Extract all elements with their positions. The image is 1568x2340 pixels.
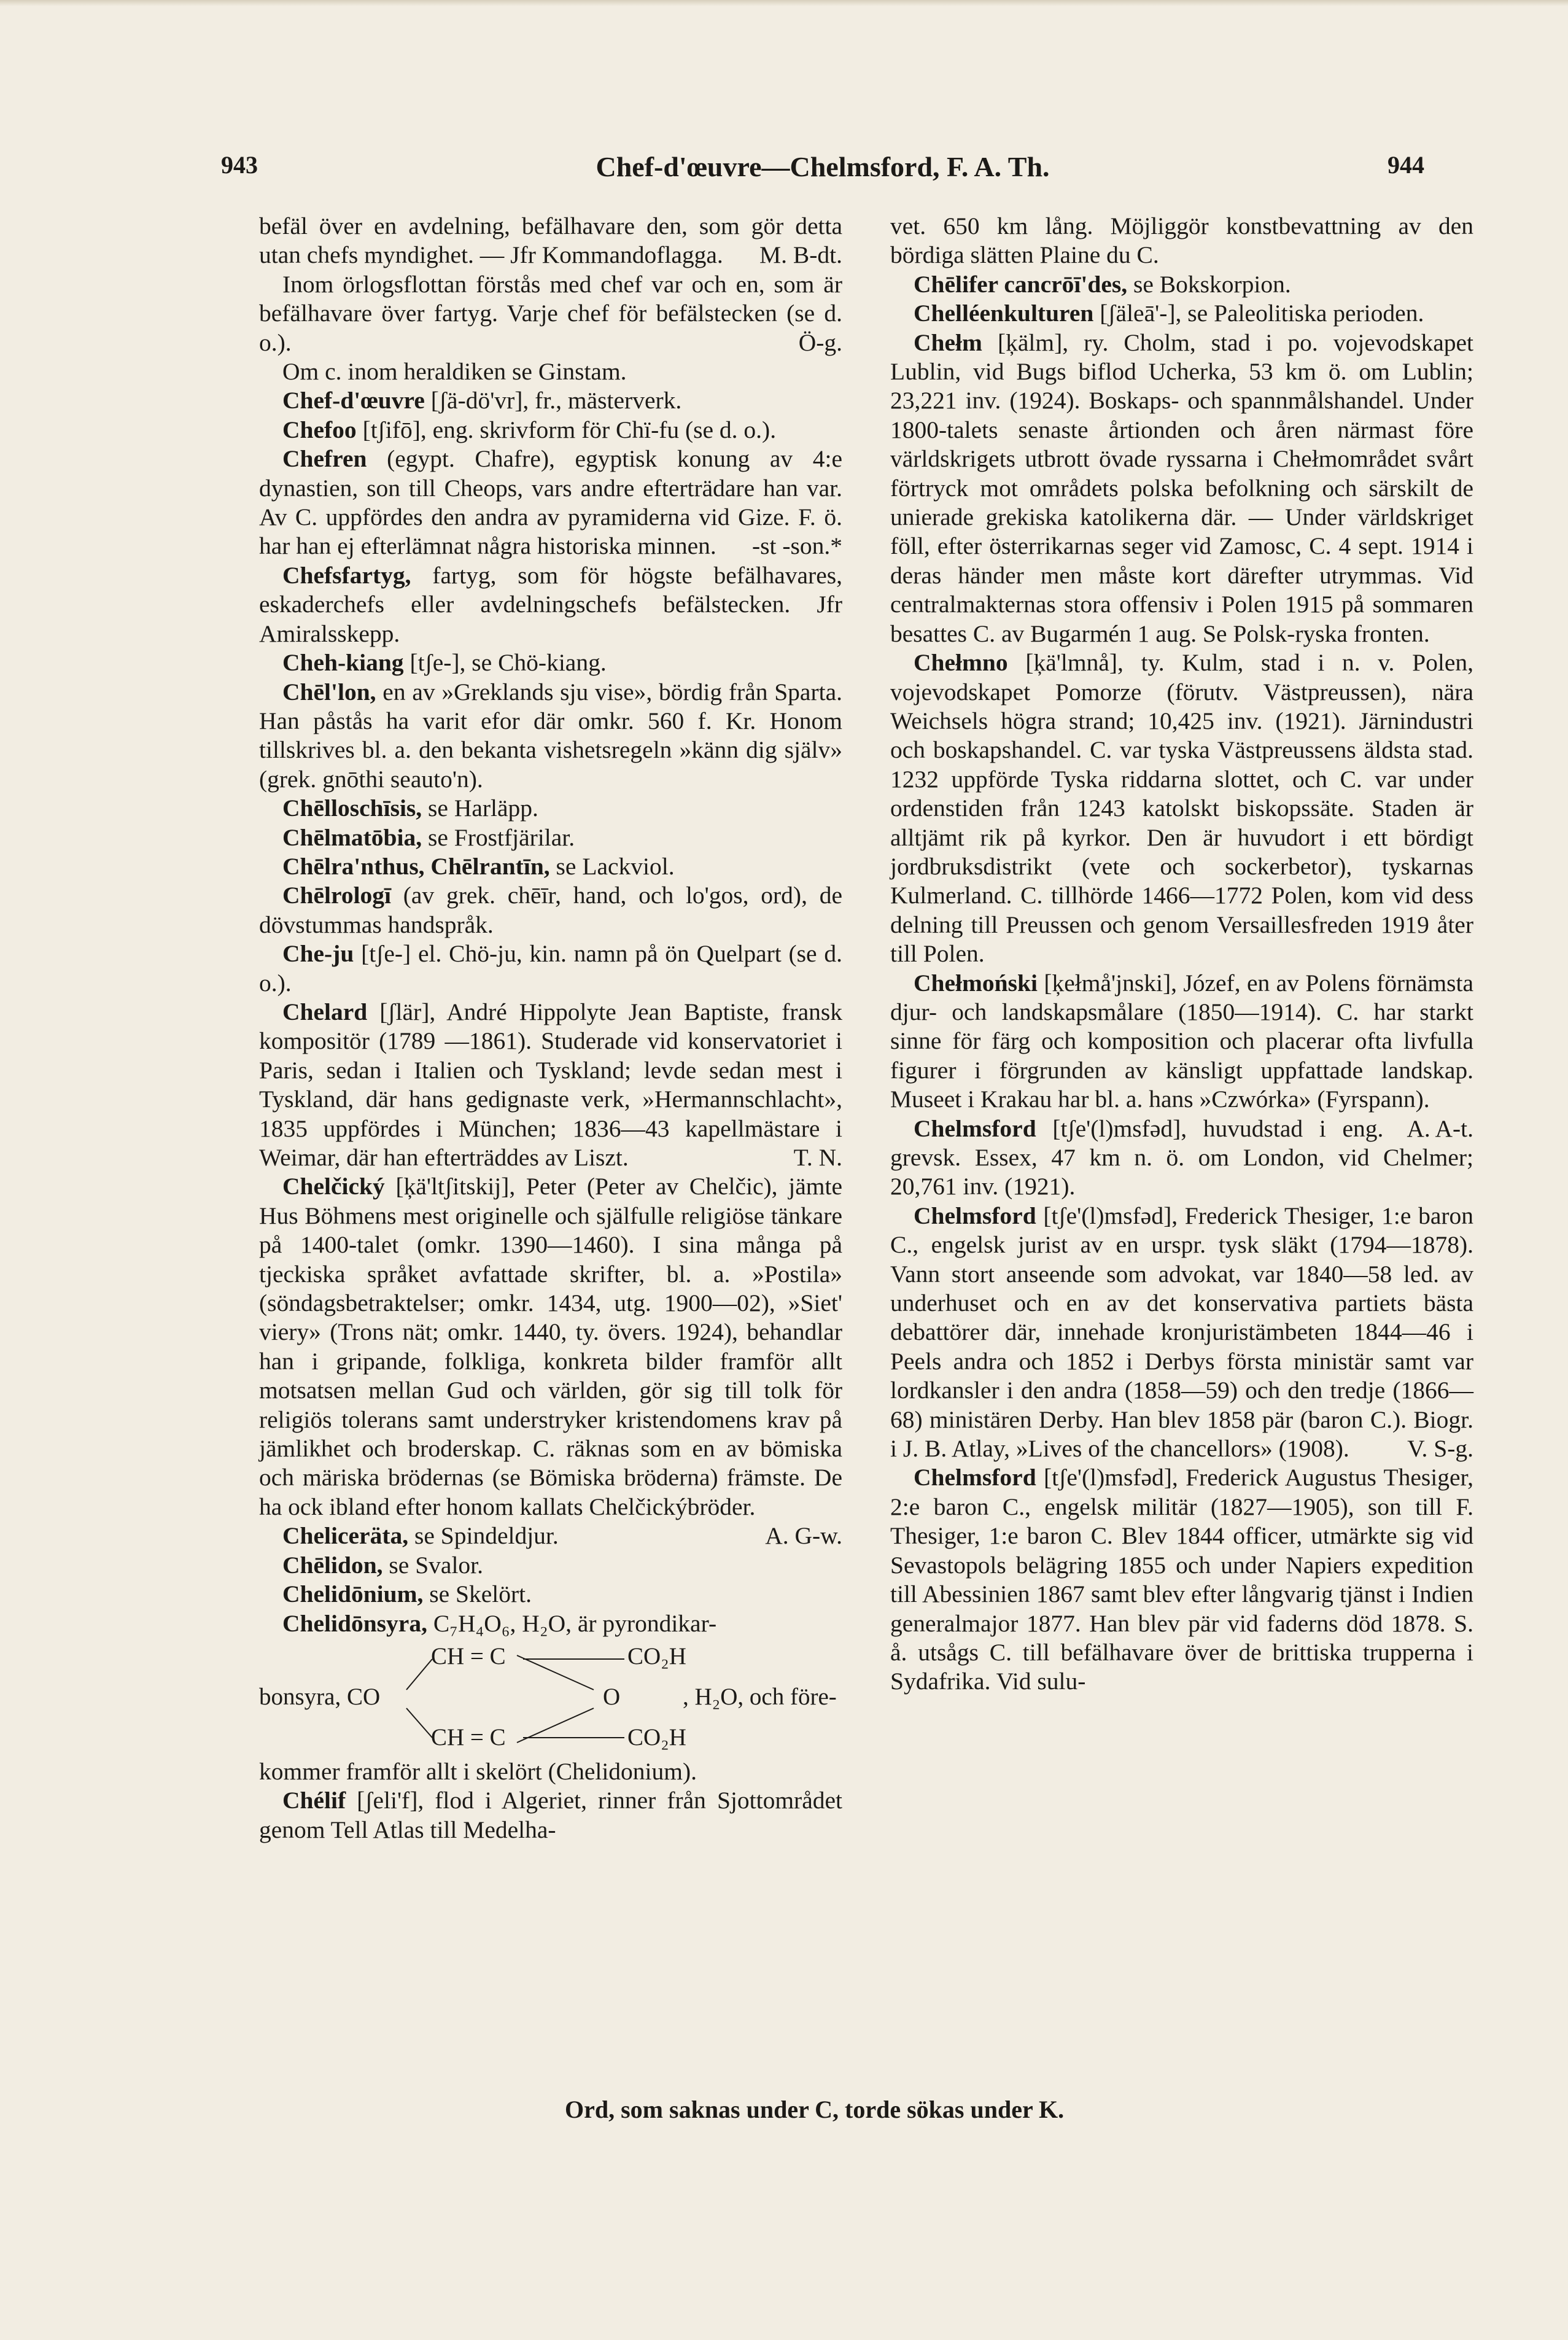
dictionary-entry bbox=[259, 445, 842, 561]
entry-text: [tʃe-] el. Chö-ju, kin. namn på ön Quelpart (se d. o.). bbox=[259, 940, 842, 997]
dictionary-entry bbox=[259, 357, 842, 386]
entry-text: [ʃlär], André Hippolyte Jean Baptiste, fransk kompositör (1789 —1861). Studerade vid konservatoriet i Paris, sedan i Italien och Tyskland; levde sedan mest i Tyskland, där hans gedignaste verk, »Hermannschlacht», 1835 uppfördes i München; 1836—43 kapellmästare i Weimar, där han efterträddes av Liszt. bbox=[259, 998, 842, 1171]
entry-headword: Chelmsford bbox=[914, 1114, 1036, 1142]
entry-text: [tʃe'(l)msfəd], Frederick Thesiger, 1:e baron C., engelsk jurist av en urspr. tysk släkt (1794—1878). Vann stort anseende som advokat, var 1840—58 led. av underhuset och en av det konservativa partiets bästa debattörer där, innehade kronjuristämbeten 1844—46 i Peels andra och 1852 i Derbys första ministär samt var lordkansler i den andra (1858—59) och den tredje (1866—68) ministären Derby. Han blev 1858 pär (baron C.). Biogr. i J. B. Atlay, »Lives of the chancellors» (1908). bbox=[890, 1202, 1474, 1463]
entry-text: [tʃe'(l)msfəd], Frederick Augustus Thesiger, 2:e baron C., engelsk militär (1827—1905), son till F. Thesiger, 1:e baron C. Blev 1844 officer, utmärkte sig vid Sevastopols belägring 1855 och under Napiers expedition till Abessinien 1867 samt blev efter långvarig tjänst i Indien generalmajor 1877. Han blev pär vid faderns död 1878. S. å. utsågs C. till befälhavare över de brittiska trupperna i Sydafrika. Vid sulu- bbox=[890, 1464, 1473, 1695]
entry-text: se Lackviol. bbox=[556, 852, 675, 880]
entry-headword: Chefren bbox=[282, 445, 367, 473]
entry-headword: Chēlrologī bbox=[282, 882, 392, 909]
left-column bbox=[259, 212, 842, 1844]
entry-text: [ʃä-dö'vr], fr., mästerverk. bbox=[430, 387, 682, 414]
entry-text: (egypt. Chafre), egyptisk konung av 4:e dynastien, son till Cheops, vars andre efterträdare han var. Av C. uppfördes den andra av pyramiderna vid Gize. F. ö. har han ej efterlämnat några historiska minnen. bbox=[259, 445, 842, 560]
entry-text: [ķä'ltʃitskij], Peter (Peter av Chelčic), jämte Hus Böhmens mest originelle och själfulle religiöse tänkare på 1400-talet (omkr. 1390—1460). I sina många på tjeckiska språket avfattade skrifter, bl. a. »Postila» (söndagsbetraktelser; omkr. 1434, utg. 1900—02), »Siet' viery» (Trons nät; omkr. 1440, ty. övers. 1924), behandlar han i gripande, folkliga, konkreta bilder framför allt motsatsen mellan Gud och världen, gör sig till tolk för religiös tolerans samt understryker kristendomens krav på jämlikhet och broderskap. C. räknas som en av bömiska och märiska brödernas (se Bömiska bröderna) främste. De ha ock ibland efter honom kallats Chelčickýbröder. bbox=[259, 1173, 842, 1520]
dictionary-entry bbox=[259, 1757, 842, 1786]
entry-text: vet. 650 km lång. Möjliggör konstbevattning av den bördiga slätten Plaine du C. bbox=[890, 212, 1473, 269]
entry-headword: Chełmoński bbox=[914, 969, 1038, 997]
dictionary-entry bbox=[259, 998, 842, 1172]
dictionary-entry bbox=[259, 386, 842, 415]
entry-headword: Chelidōnsyra, bbox=[282, 1609, 427, 1637]
author-signature: -st -son.* bbox=[751, 532, 842, 560]
dictionary-entry bbox=[259, 939, 842, 998]
dictionary-entry bbox=[259, 1786, 842, 1844]
author-signature: Ö-g. bbox=[798, 328, 842, 356]
page-number-left: 943 bbox=[221, 151, 258, 179]
formula-top-left: CH = C bbox=[431, 1642, 506, 1669]
entry-text: [tʃe'(l)msfəd], huvudstad i eng. grevsk. Essex, 47 km n. ö. om London, vid Chelmer; 20,761 inv. (1921). bbox=[890, 1114, 1473, 1200]
entry-text: [ķełmå'jnski], Józef, en av Polens förnämsta djur- och landskapsmålare (1850—1914). C. har starkt sinne för färg och komposition och placerar ofta livfulla figurer i förgrunden av känsligt uppfattade landskap. Museet i Krakau har bl. a. hans »Czwórka» (Fyrspann). bbox=[890, 969, 1474, 1113]
entry-text: [ķä'lmnå], ty. Kulm, stad i n. v. Polen, vojevodskapet Pomorze (förutv. Västpreussen), nära Weichsels högra strand; 10,425 inv. (1921). Järnindustri och boskapshandel. C. var tyska Västpreussens äldsta stad. 1232 uppförde Tyska riddarna slottet, och C. var under ordenstiden från 1243 katolskt biskopssäte. Staden är alltjämt rik på kyrkor. Den är huvudort i ett bördigt jordbruksdistrikt (vete och sockerbetor), tyskarnas Kulmerland. C. tillhörde 1466—1772 Polen, kom vid dess delning till Preussen och genom Versaillesfreden 1919 åter till Polen. bbox=[890, 649, 1474, 968]
dictionary-entry bbox=[259, 1580, 842, 1609]
entry-text: [tʃe-], se Chö-kiang. bbox=[409, 649, 607, 677]
entry-text: fartyg, som för högste befälhavares, eskaderchefs eller avdelningschefs befälstecken. Jfr Amiralsskepp. bbox=[259, 561, 842, 647]
entry-text: en av »Greklands sju vise», bördig från Sparta. Han påstås ha varit efor där omkr. 560 f. Kr. Honom tillskrives bl. a. den bekanta vishetsregeln »känn dig själv» (grek. gnōthi seauto'n). bbox=[259, 678, 842, 793]
dictionary-entry bbox=[259, 270, 842, 357]
entry-headword: Chelmsford bbox=[914, 1464, 1036, 1491]
entry-headword: Chełmno bbox=[914, 649, 1008, 677]
dictionary-entry bbox=[890, 212, 1473, 270]
entry-text: se Harläpp. bbox=[428, 795, 538, 822]
dictionary-entry bbox=[259, 648, 842, 677]
dictionary-entry bbox=[259, 1551, 842, 1580]
entry-headword: Chef-d'œuvre bbox=[282, 387, 425, 414]
dictionary-entry bbox=[259, 881, 842, 939]
entry-headword: Cheh-kiang bbox=[282, 649, 404, 677]
entry-text: [tʃifō], eng. skrivform för Chï-fu (se d. o.). bbox=[362, 416, 777, 443]
dictionary-entry bbox=[259, 794, 842, 823]
entry-headword: Chēlidon, bbox=[282, 1551, 383, 1579]
entry-headword: Cheliceräta, bbox=[282, 1522, 409, 1550]
dictionary-entry bbox=[890, 648, 1473, 968]
dictionary-entry bbox=[890, 1463, 1473, 1696]
page-number-right: 944 bbox=[1388, 151, 1424, 179]
entry-headword: Chefsfartyg, bbox=[282, 561, 411, 589]
author-signature: A. G-w. bbox=[765, 1522, 842, 1550]
entry-headword: Chēlloschīsis, bbox=[282, 795, 422, 822]
entry-headword: Chelidōnium, bbox=[282, 1580, 424, 1608]
dictionary-entry bbox=[259, 823, 842, 852]
entry-text: (av grek. chēīr, hand, och lo'gos, ord), de dövstummas handspråk. bbox=[259, 882, 842, 938]
entry-headword: Chelmsford bbox=[914, 1202, 1036, 1229]
entry-headword: Chełm bbox=[914, 328, 982, 356]
formula-bottom-left: CH = C bbox=[431, 1724, 506, 1751]
formula-right: , H₂O, och före- bbox=[683, 1683, 837, 1710]
entry-text: befäl över en avdelning, befälhavare den, som gör detta utan chefs myndighet. — Jfr Kommandoflagga. bbox=[259, 212, 842, 269]
dictionary-entry bbox=[890, 299, 1473, 328]
entry-text: Om c. inom heraldiken se Ginstam. bbox=[282, 358, 627, 386]
formula-bonds bbox=[259, 1639, 842, 1756]
running-header bbox=[221, 150, 1424, 193]
dictionary-entry bbox=[259, 561, 842, 648]
entry-text: Inom örlogsflottan förstås med chef var och en, som är befälhavare över fartyg. Varje chef för befälstecken (se d. o.). bbox=[259, 270, 842, 356]
entry-headword: Chēl'lon, bbox=[282, 678, 376, 705]
dictionary-entry bbox=[259, 212, 842, 270]
entry-text: kommer framför allt i skelört (Chelidonium). bbox=[259, 1757, 697, 1785]
author-signature: V. S-g. bbox=[1407, 1435, 1473, 1463]
dictionary-entry bbox=[890, 328, 1473, 648]
formula-center: O bbox=[603, 1683, 621, 1710]
entry-headword: Chēlmatōbia, bbox=[282, 823, 422, 851]
bond-line bbox=[406, 1708, 432, 1738]
author-signature: T. N. bbox=[793, 1144, 842, 1171]
page-edge bbox=[0, 0, 1568, 6]
dictionary-entry bbox=[259, 1609, 842, 1638]
entry-text: [ʃeli'f], flod i Algeriet, rinner från Sjottområdet genom Tell Atlas till Medelha- bbox=[259, 1787, 843, 1843]
entry-text: se Svalor. bbox=[389, 1551, 484, 1579]
entry-headword: Chefoo bbox=[282, 416, 357, 443]
dictionary-entry bbox=[259, 416, 842, 445]
entry-headword: Chelard bbox=[282, 998, 368, 1025]
entry-headword: Chelléenkulturen bbox=[914, 300, 1094, 327]
chemical-formula bbox=[259, 1639, 842, 1756]
dictionary-entry bbox=[890, 1202, 1473, 1464]
entry-headword: Chēlifer cancrōī'des, bbox=[914, 270, 1128, 298]
entry-text: se Frostfjärilar. bbox=[428, 823, 575, 851]
entry-text: se Skelört. bbox=[429, 1580, 532, 1608]
footer-note: Ord, som saknas under C, torde sökas under K. bbox=[565, 2096, 1065, 2123]
dictionary-entry bbox=[890, 270, 1473, 299]
bond-line bbox=[406, 1659, 432, 1690]
dictionary-entry bbox=[259, 852, 842, 881]
author-signature: M. B-dt. bbox=[759, 241, 842, 269]
entry-text: se Bokskorpion. bbox=[1133, 270, 1291, 298]
entry-headword: Chélif bbox=[282, 1787, 346, 1814]
running-title: Chef-d'œuvre—Chelmsford, F. A. Th. bbox=[596, 151, 1050, 182]
entry-headword: Che-ju bbox=[282, 940, 354, 968]
right-column bbox=[890, 212, 1473, 1697]
dictionary-entry bbox=[259, 678, 842, 795]
bond-line bbox=[517, 1655, 594, 1690]
entry-headword: Chēlra'nthus, Chēlrantīn, bbox=[282, 852, 550, 880]
entry-text: [ʃäleā'-], se Paleolitiska perioden. bbox=[1100, 300, 1424, 327]
formula-top-right: CO₂H bbox=[627, 1642, 686, 1669]
entry-text: [ķälm], ry. Cholm, stad i po. vojevodskapet Lublin, vid Bugs biflod Ucherka, 53 km ö. om Lublin; 23,221 inv. (1924). Boskaps- och spannmålshandel. Under 1800-talets senaste årtionden och åren närmast före världskrigets utbrott övade ryssarna i Chełmområdet svårt förtryck mot områdets polska befolkning och särskilt de unierade grekiska katolikerna där. — Under världskriget föll, efter österrikarnas seger vid Zamosc, C. 4 sept. 1914 i deras händer men måste kort därefter utrymmas. Vid centralmakternas stora offensiv i Polen 1915 på sommaren besattes C. av Bugarmén 1 aug. Se Polsk-ryska fronten. bbox=[890, 328, 1473, 647]
author-signature: A. A-t. bbox=[1407, 1114, 1473, 1142]
entry-headword: Chelčický bbox=[282, 1173, 385, 1200]
entry-text: se Spindeldjur. bbox=[414, 1522, 559, 1550]
entry-text: C₇H₄O₆, H₂O, är pyrondikar- bbox=[433, 1609, 717, 1637]
formula-left: bonsyra, CO bbox=[259, 1683, 381, 1710]
formula-bottom-right: CO₂H bbox=[627, 1724, 686, 1751]
